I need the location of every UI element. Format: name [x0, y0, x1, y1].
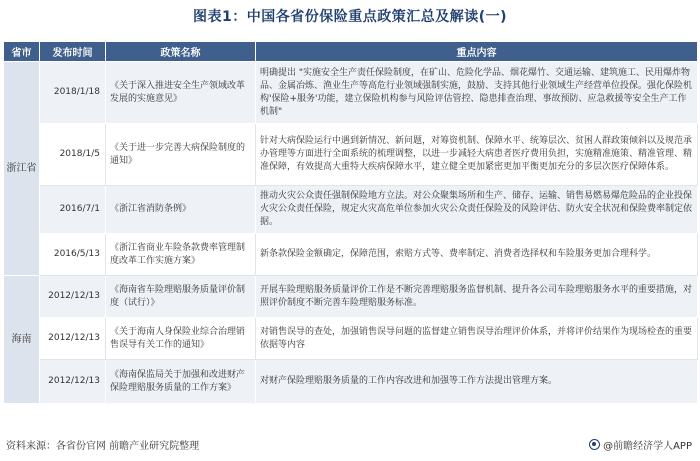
content-cell: 对财产保险理赔服务质量的工作内容改进和加强等工作方法提出管理方案。	[256, 360, 698, 404]
policy-name-cell: 《关于海南人身保险业综合治理销售误导有关工作的通知》	[106, 318, 256, 360]
brand-credit	[589, 437, 692, 452]
policy-name-cell: 《海南省车险理赔服务质量评价制度（试行）》	[106, 276, 256, 318]
province-cell: 浙江省	[4, 62, 40, 276]
brand-text: @前瞻经济学人APP	[603, 441, 692, 452]
date-cell: 2018/1/5	[40, 124, 106, 186]
date-cell: 2018/1/18	[40, 62, 106, 124]
table-row	[4, 360, 698, 404]
policy-table	[3, 41, 698, 404]
source-note: 资料来源：各省份官网 前瞻产业研究院整理	[6, 441, 200, 452]
content-cell: 推动火灾公众责任强制保险地方立法。对公众聚集场所和生产、储存、运输、销售易燃易爆危险品的企业投保火灾公众责任保险，规定火灾高危单位参加火灾公众责任保险及的风险评估、防火安全状况和保险费率制定依据。	[256, 186, 698, 234]
header-province: 省市	[4, 42, 40, 62]
table-row	[4, 124, 698, 186]
chart-title: 图表1：中国各省份保险重点政策汇总及解读(一)	[192, 9, 508, 25]
table-row	[4, 186, 698, 234]
policy-name-cell: 《关于进一步完善大病保险制度的通知》	[106, 124, 256, 186]
qianzhan-logo-icon	[589, 439, 600, 450]
date-cell: 2012/12/13	[40, 318, 106, 360]
policy-name-cell: 《海南保监局关于加强和改进财产保险理赔服务质量的工作方案》	[106, 360, 256, 404]
content-cell: 开展车险理赔服务质量评价工作是不断完善理赔服务监督机制、提升各公司车险理赔服务水平的重要措施，对照评价制度不断完善车险理赔服务标准。	[256, 276, 698, 318]
content-cell: 明确提出 "实施安全生产责任保险制度，在矿山、危险化学品、烟花爆竹、交通运输、建筑施工、民用爆炸物品、金属冶炼、渔业生产等高危行业领域强制实施，鼓励、支持其他行业领域生产经营单位投保。强化保险机构'保险+服务'功能，建立保险机构参与风险评估管控、隐患排查治理、事故预防、应急救援等安全生产工作机制"	[256, 62, 698, 124]
table-row	[4, 276, 698, 318]
policy-name-cell: 《浙江省商业车险条款费率管理制度改革工作实施方案》	[106, 234, 256, 276]
content-cell: 对销售误导的查处，加强销售误导问题的监督建立销售误导治理评价体系，并将评价结果作为现场检查的重要依据等内容	[256, 318, 698, 360]
header-key-content: 重点内容	[256, 42, 698, 62]
table-row	[4, 62, 698, 124]
content-cell: 新条款保险金额确定，保障范围，索赔方式等、费率制定、消费者选择权和车险服务更加合理科学。	[256, 234, 698, 276]
date-cell: 2012/12/13	[40, 360, 106, 404]
province-cell: 海南	[4, 276, 40, 404]
table-row	[4, 234, 698, 276]
header-date: 发布时间	[40, 42, 106, 62]
date-cell: 2016/7/1	[40, 186, 106, 234]
policy-name-cell: 《浙江省消防条例》	[106, 186, 256, 234]
content-cell: 针对大病保险运行中遇到新情况、新问题，对筹资机制、保障水平、统筹层次、贫困人群政策倾斜以及规范承办管理等方面进行全面系统的梳理调整，以进一步减轻大病患者医疗费用负担，实施精准施策、精准管理、精准保障，有效提高大重特大疾病保障水平，建立健全更加紧密更加平衡更加充分的多层次医疗保障体系。	[256, 124, 698, 186]
date-cell: 2016/5/13	[40, 234, 106, 276]
policy-name-cell: 《关于深入推进安全生产领域改革发展的实施意见》	[106, 62, 256, 124]
table-header-row	[4, 42, 698, 62]
table-row	[4, 318, 698, 360]
date-cell: 2012/12/13	[40, 276, 106, 318]
header-policy-name: 政策名称	[106, 42, 256, 62]
